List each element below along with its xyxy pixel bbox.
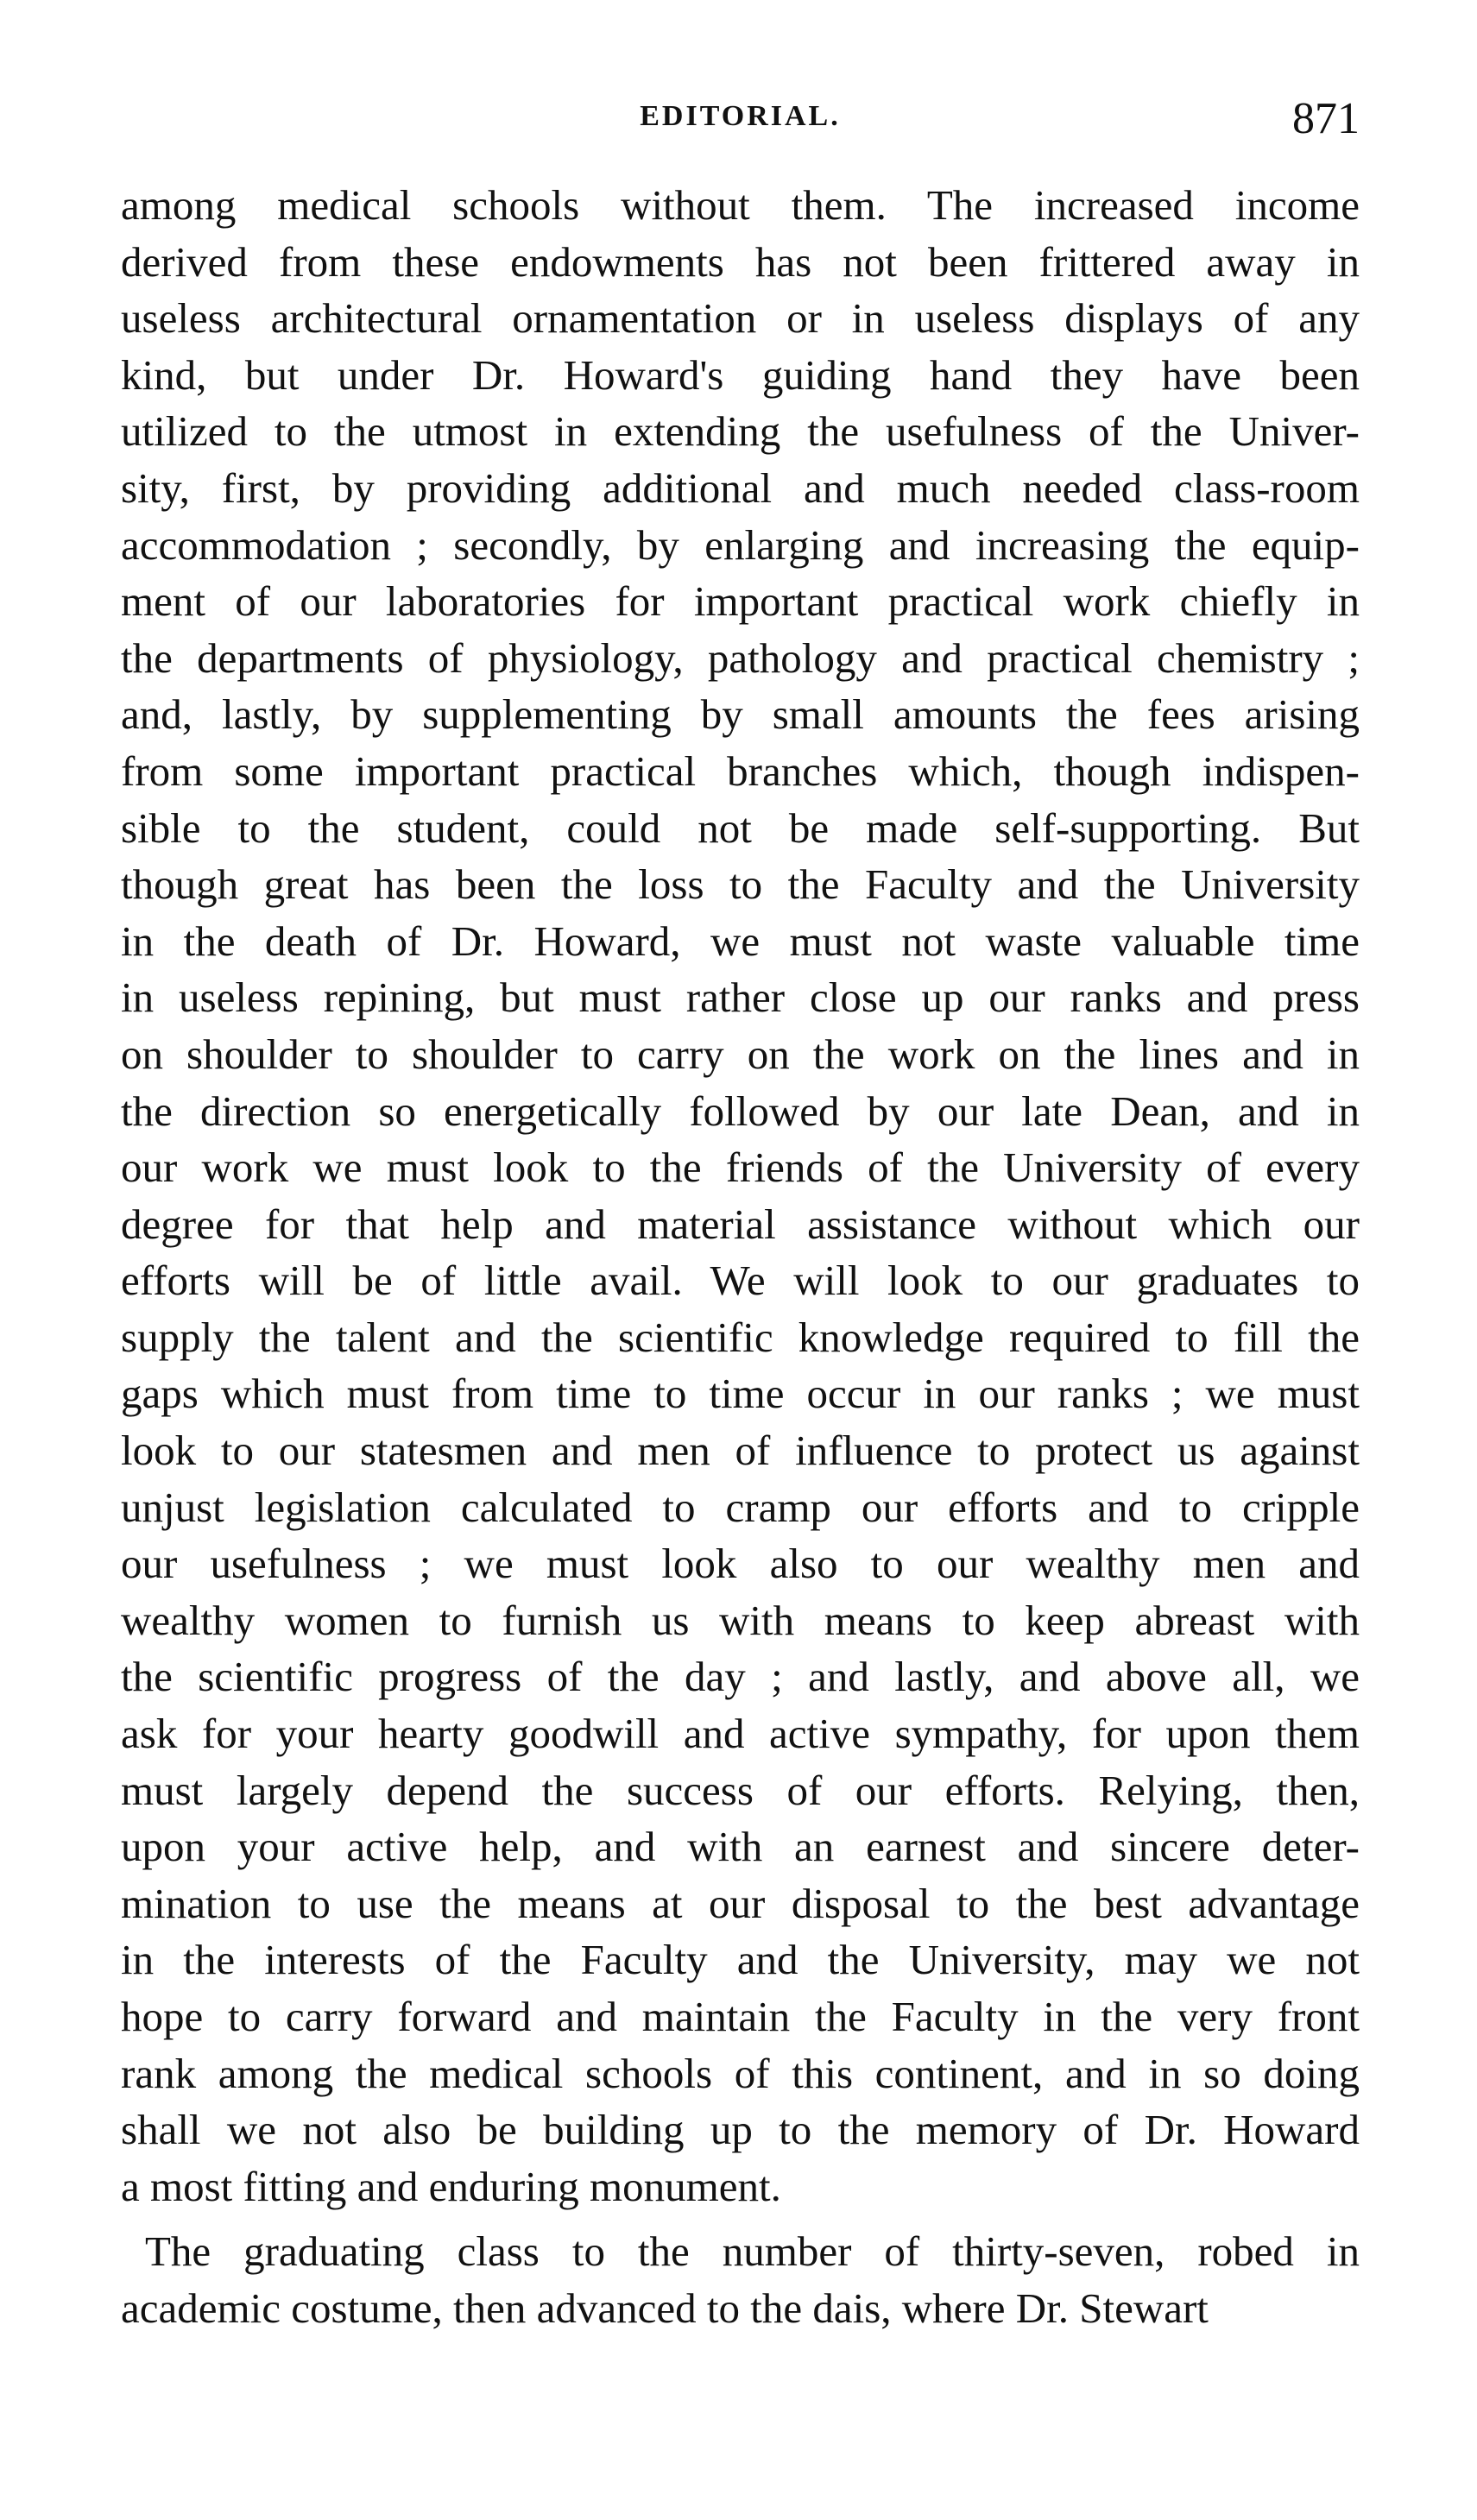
text-line: the departments of physiology, pathology and practical chemistry ;: [121, 633, 1360, 682]
text-line: in the death of Dr. Howard, we must not waste valuable time: [121, 917, 1360, 965]
text-line: must largely depend the success of our efforts. Relying, then,: [121, 1766, 1360, 1814]
text-line: our usefulness ; we must look also to our wealthy men and: [121, 1540, 1360, 1588]
text-line: mination to use the means at our disposal to the best advantage: [121, 1879, 1360, 1927]
text-line: among medical schools without them. The increased income: [121, 181, 1360, 229]
running-title: EDITORIAL.: [640, 100, 841, 132]
text-line: derived from these endowments has not been frittered away in: [121, 237, 1360, 286]
text-line: in the interests of the Faculty and the University, may we not: [121, 1936, 1360, 1984]
text-line: unjust legislation calculated to cramp our efforts and to cripple: [121, 1483, 1360, 1531]
text-line: ment of our laboratories for important practical work chiefly in: [121, 577, 1360, 626]
text-line: hope to carry forward and maintain the Faculty in the very front: [121, 1993, 1360, 2040]
text-line: academic costume, then advanced to the dais, where Dr. Stewart: [121, 2284, 1209, 2332]
text-line: accommodation ; secondly, by enlarging and increasing the equip-: [121, 520, 1360, 569]
text-line: on shoulder to shoulder to carry on the work on the lines and in: [121, 1030, 1360, 1078]
text-line: kind, but under Dr. Howard's guiding hand they have been: [121, 350, 1360, 399]
text-line: degree for that help and material assistance without which our: [121, 1200, 1360, 1248]
text-line: gaps which must from time to time occur in our ranks ; we must: [121, 1370, 1360, 1418]
text-line: from some important practical branches which, though indispen-: [121, 747, 1360, 795]
body-text: [121, 177, 1360, 2337]
text-line: though great has been the loss to the Faculty and the University: [121, 860, 1360, 909]
page-number: 871: [1292, 94, 1360, 143]
running-head: [121, 93, 1360, 154]
text-line: sible to the student, could not be made self-supporting. But: [121, 803, 1360, 852]
text-line: upon your active help, and with an earnest and sincere deter-: [121, 1823, 1360, 1871]
text-line: the direction so energetically followed by our late Dean, and in: [121, 1087, 1360, 1135]
text-line: in useless repining, but must rather close up our ranks and press: [121, 973, 1360, 1022]
text-line: look to our statesmen and men of influence to protect us against: [121, 1427, 1360, 1475]
text-line: efforts will be of little avail. We will look to our graduates to: [121, 1257, 1360, 1305]
text-line: the scientific progress of the day ; and lastly, and above all, we: [121, 1653, 1360, 1701]
text-line: ask for your hearty goodwill and active sympathy, for upon them: [121, 1710, 1360, 1758]
text-line: rank among the medical schools of this continent, and in so doing: [121, 2049, 1360, 2097]
text-line: useless architectural ornamentation or in useless displays of any: [121, 294, 1360, 343]
text-line: wealthy women to furnish us with means to keep abreast with: [121, 1596, 1360, 1644]
text-line: sity, first, by providing additional and much needed class-room: [121, 463, 1360, 512]
text-line: The graduating class to the number of thirty-seven, robed in: [145, 2227, 1360, 2276]
text-line: shall we not also be building up to the memory of Dr. Howard: [121, 2106, 1360, 2154]
paragraph-gap: [121, 2214, 1360, 2223]
text-line: utilized to the utmost in extending the usefulness of the Univer-: [121, 407, 1360, 456]
paragraph: [121, 177, 1360, 2214]
text-line: a most fitting and enduring monument.: [121, 2162, 781, 2210]
text-line: and, lastly, by supplementing by small amounts the fees arising: [121, 690, 1360, 739]
paragraph: [121, 2223, 1360, 2336]
text-line: our work we must look to the friends of the University of every: [121, 1143, 1360, 1192]
text-line: supply the talent and the scientific knowledge required to fill the: [121, 1313, 1360, 1361]
